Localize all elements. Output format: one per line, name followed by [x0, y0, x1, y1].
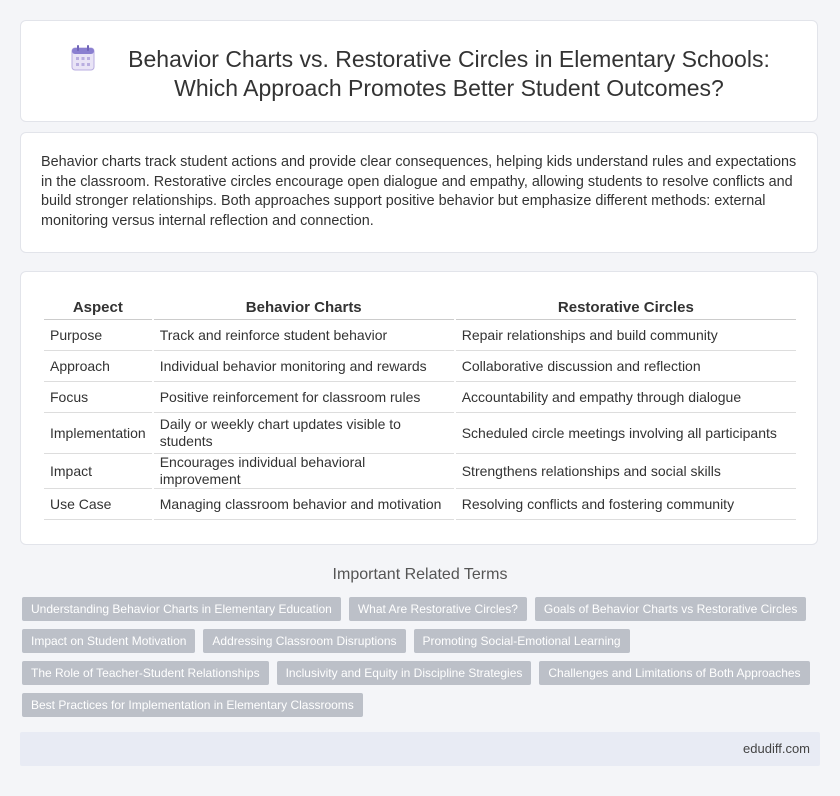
- related-term-link[interactable]: Inclusivity and Equity in Discipline Strategies: [277, 661, 532, 685]
- related-terms-list: [22, 597, 822, 717]
- related-term-link[interactable]: What Are Restorative Circles?: [349, 597, 527, 621]
- table-row: [44, 489, 796, 520]
- table-row: [44, 454, 796, 489]
- table-cell: Approach: [44, 351, 152, 382]
- table-cell: Purpose: [44, 320, 152, 351]
- related-term-link[interactable]: Understanding Behavior Charts in Elementary Education: [22, 597, 341, 621]
- table-cell: Managing classroom behavior and motivation: [154, 489, 454, 520]
- related-term-link[interactable]: Addressing Classroom Disruptions: [203, 629, 405, 653]
- comparison-card: [20, 271, 818, 545]
- related-term-link[interactable]: Best Practices for Implementation in Elementary Classrooms: [22, 693, 363, 717]
- title-card: [20, 20, 818, 122]
- table-cell: Focus: [44, 382, 152, 413]
- table-cell: Accountability and empathy through dialogue: [456, 382, 796, 413]
- table-cell: Track and reinforce student behavior: [154, 320, 454, 351]
- related-term-link[interactable]: Impact on Student Motivation: [22, 629, 195, 653]
- column-header-aspect: Aspect: [44, 295, 152, 320]
- comparison-table: [42, 295, 798, 520]
- table-cell: Resolving conflicts and fostering community: [456, 489, 796, 520]
- table-row: [44, 351, 796, 382]
- table-cell: Individual behavior monitoring and rewards: [154, 351, 454, 382]
- intro-paragraph: Behavior charts track student actions and provide clear consequences, helping kids understand rules and expectations in the classroom. Restorative circles encourage open dialogue and empathy, allowing students to resolve conflicts and build stronger relationships. Both approaches support positive behavior but emphasize different methods: external monitoring versus internal reflection and connection.: [41, 154, 797, 229]
- footer: [20, 732, 820, 766]
- intro-card: [20, 132, 818, 253]
- table-header-row: [44, 295, 796, 320]
- related-terms-title: Important Related Terms: [332, 566, 508, 583]
- table-cell: Positive reinforcement for classroom rules: [154, 382, 454, 413]
- table-row: [44, 413, 796, 454]
- calendar-icon: [71, 45, 95, 71]
- related-term-link[interactable]: Promoting Social-Emotional Learning: [414, 629, 630, 653]
- table-cell: Use Case: [44, 489, 152, 520]
- column-header-behavior-charts: Behavior Charts: [154, 295, 454, 320]
- table-cell: Encourages individual behavioral improvement: [154, 454, 454, 489]
- table-cell: Collaborative discussion and reflection: [456, 351, 796, 382]
- related-term-link[interactable]: Goals of Behavior Charts vs Restorative Circles: [535, 597, 806, 621]
- footer-site-name: edudiff.com: [743, 741, 810, 756]
- table-row: [44, 320, 796, 351]
- table-cell: Implementation: [44, 413, 152, 454]
- page-title: Behavior Charts vs. Restorative Circles in Elementary Schools: Which Approach Promotes Better Student Outcomes?: [128, 46, 770, 101]
- table-cell: Scheduled circle meetings involving all participants: [456, 413, 796, 454]
- column-header-restorative-circles: Restorative Circles: [456, 295, 796, 320]
- table-cell: Impact: [44, 454, 152, 489]
- table-cell: Daily or weekly chart updates visible to students: [154, 413, 454, 454]
- related-term-link[interactable]: Challenges and Limitations of Both Approaches: [539, 661, 809, 685]
- table-cell: Strengthens relationships and social skills: [456, 454, 796, 489]
- table-row: [44, 382, 796, 413]
- related-term-link[interactable]: The Role of Teacher-Student Relationships: [22, 661, 269, 685]
- table-cell: Repair relationships and build community: [456, 320, 796, 351]
